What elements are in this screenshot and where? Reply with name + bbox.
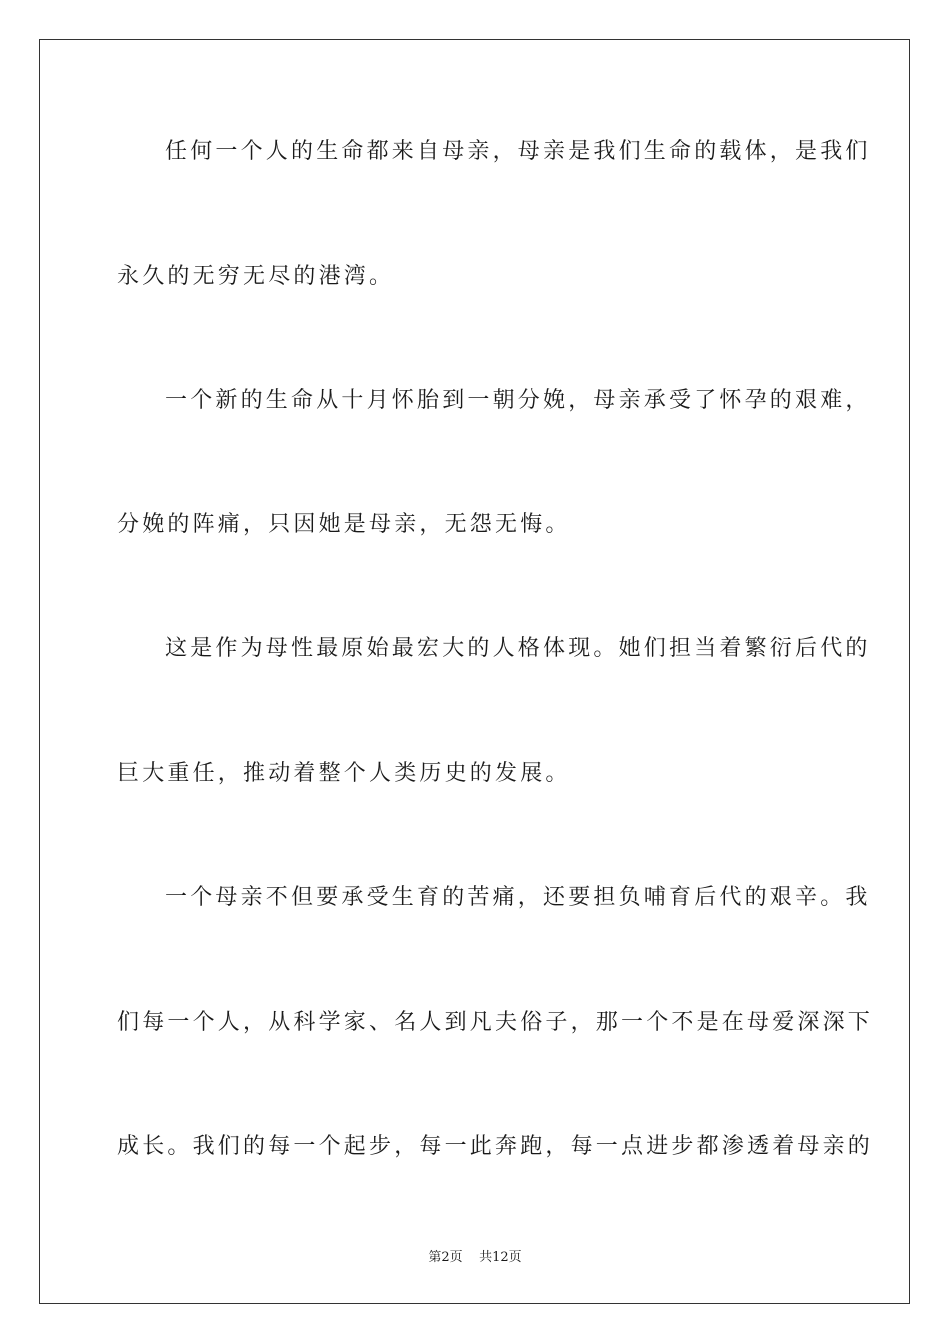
paragraph-4-line-3: 成长。我们的每一个起步，每一此奔跑，每一点进步都渗透着母亲的 (117, 1134, 874, 1159)
page-total: 共12页 (479, 1250, 522, 1265)
paragraph-2-line-1: 一个新的生命从十月怀胎到一朝分娩，母亲承受了怀孕的艰难， (165, 388, 871, 413)
page-number: 第2页 (428, 1250, 463, 1265)
paragraph-2-line-2: 分娩的阵痛，只因她是母亲，无怨无悔。 (117, 512, 571, 537)
paragraph-4-line-2: 们每一个人，从科学家、名人到凡夫俗子，那一个不是在母爱深深下 (117, 1010, 874, 1035)
paragraph-4-line-1: 一个母亲不但要承受生育的苦痛，还要担负哺育后代的艰辛。我 (165, 885, 871, 910)
paragraph-3-line-1: 这是作为母性最原始最宏大的人格体现。她们担当着繁衍后代的 (165, 636, 871, 661)
paragraph-3-line-2: 巨大重任，推动着整个人类历史的发展。 (117, 761, 571, 786)
paragraph-1-line-2: 永久的无穷无尽的港湾。 (117, 264, 395, 289)
page-border (39, 39, 910, 1304)
paragraph-1-line-1: 任何一个人的生命都来自母亲，母亲是我们生命的载体，是我们 (165, 139, 871, 164)
page-footer (0, 1246, 950, 1265)
